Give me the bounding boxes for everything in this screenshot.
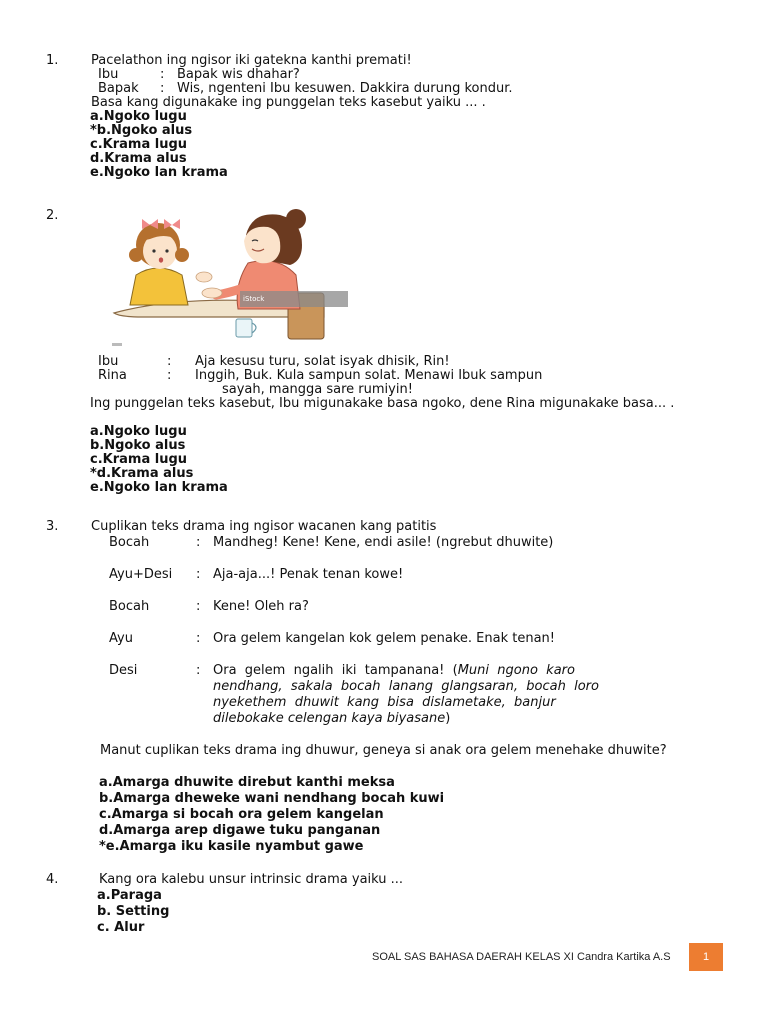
footer-text: SOAL SAS BAHASA DAERAH KELAS XI Candra Kartika A.S (372, 951, 671, 963)
q3-option-c: c.Amarga si bocah ora gelem kangelan (99, 807, 384, 822)
q3-speaker-desi: Desi (109, 663, 138, 678)
q2-line-2-continued: sayah, mangga sare rumiyin! (222, 382, 413, 397)
q1-number: 1. (46, 53, 59, 68)
q1-line-2: Wis, ngenteni Ibu kesuwen. Dakkira durung kondur. (177, 81, 513, 96)
q3-line-3: Kene! Oleh ra? (213, 599, 309, 614)
q1-speaker-2: Bapak (98, 81, 139, 96)
q3-line-1: Mandheg! Kene! Kene, endi asile! (ngrebut dhuwite) (213, 535, 554, 550)
q1-colon-2: : (160, 81, 165, 96)
q3-desi-line-1-italic: Muni ngono karo (457, 663, 575, 678)
q1-option-b: *b.Ngoko alus (90, 123, 193, 138)
q2-option-c: c.Krama lugu (90, 452, 188, 467)
q3-colon-3: : (196, 599, 201, 614)
q2-question: Ing punggelan teks kasebut, Ibu migunakake basa ngoko, dene Rina migunakake basa... . (90, 396, 675, 411)
q1-prompt: Pacelathon ing ngisor iki gatekna kanthi premati! (91, 53, 412, 68)
q1-option-a: a.Ngoko lugu (90, 109, 187, 124)
q3-desi-line-1-plain: Ora gelem ngalih iki tampanana! ( (213, 663, 458, 678)
q1-option-d: d.Krama alus (90, 151, 187, 166)
q2-line-1: Aja kesusu turu, solat isyak dhisik, Rin! (195, 354, 450, 369)
page-number: 1 (689, 943, 723, 971)
q3-desi-line-4-plain: ) (445, 711, 451, 726)
q3-option-b: b.Amarga dheweke wani nendhang bocah kuwi (99, 791, 445, 806)
q3-desi-line-3: nyekethem dhuwit kang bisa dislametake, banjur (213, 695, 556, 710)
q3-prompt: Cuplikan teks drama ing ngisor wacanen kang patitis (91, 519, 437, 534)
q3-option-a: a.Amarga dhuwite direbut kanthi meksa (99, 775, 395, 790)
q3-colon-4: : (196, 631, 201, 646)
q1-speaker-1: Ibu (98, 67, 119, 82)
q3-speaker-4: Ayu (109, 631, 133, 646)
mother-daughter-illustration (112, 205, 348, 350)
q2-number: 2. (46, 208, 59, 223)
q3-desi-line-4 (213, 712, 450, 726)
q3-line-2: Aja-aja...! Penak tenan kowe! (213, 567, 404, 582)
q4-option-a: a.Paraga (97, 888, 162, 903)
q2-option-d: *d.Krama alus (90, 466, 194, 481)
q3-desi-line-2: nendhang, sakala bocah lanang glangsaran, bocah loro (213, 679, 599, 694)
q1-colon-1: : (160, 67, 165, 82)
q3-colon-desi: : (196, 663, 201, 678)
q3-question: Manut cuplikan teks drama ing dhuwur, geneya si anak ora gelem menehake dhuwite? (100, 743, 667, 758)
q2-speaker-2: Rina (98, 368, 127, 383)
q3-line-4: Ora gelem kangelan kok gelem penake. Enak tenan! (213, 631, 555, 646)
q2-line-2: Inggih, Buk. Kula sampun solat. Menawi Ibuk sampun (195, 368, 543, 383)
istock-watermark: iStock (243, 295, 265, 303)
q3-colon-2: : (196, 567, 201, 582)
q4-number: 4. (46, 872, 59, 887)
q3-number: 3. (46, 519, 59, 534)
q2-colon-1: : (167, 354, 172, 369)
q4-option-c: c. Alur (97, 920, 145, 935)
q3-option-e: *e.Amarga iku kasile nyambut gawe (99, 839, 364, 854)
q2-option-a: a.Ngoko lugu (90, 424, 187, 439)
q3-colon-1: : (196, 535, 201, 550)
q1-option-c: c.Krama lugu (90, 137, 188, 152)
q3-desi-line-4-italic: dilebokake celengan kaya biyasane (213, 711, 446, 726)
q3-speaker-1: Bocah (109, 535, 150, 550)
q1-line-1: Bapak wis dhahar? (177, 67, 300, 82)
q1-question: Basa kang digunakake ing punggelan teks kasebut yaiku ... . (91, 95, 486, 110)
q4-prompt: Kang ora kalebu unsur intrinsic drama yaiku ... (99, 872, 404, 887)
q3-option-d: d.Amarga arep digawe tuku panganan (99, 823, 381, 838)
q3-speaker-3: Bocah (109, 599, 150, 614)
q2-colon-2: : (167, 368, 172, 383)
q3-speaker-2: Ayu+Desi (109, 567, 173, 582)
q2-option-e: e.Ngoko lan krama (90, 480, 228, 495)
q2-option-b: b.Ngoko alus (90, 438, 186, 453)
q1-option-e: e.Ngoko lan krama (90, 165, 228, 180)
q4-option-b: b. Setting (97, 904, 170, 919)
q3-desi-line-1 (213, 664, 575, 678)
q2-speaker-1: Ibu (98, 354, 119, 369)
